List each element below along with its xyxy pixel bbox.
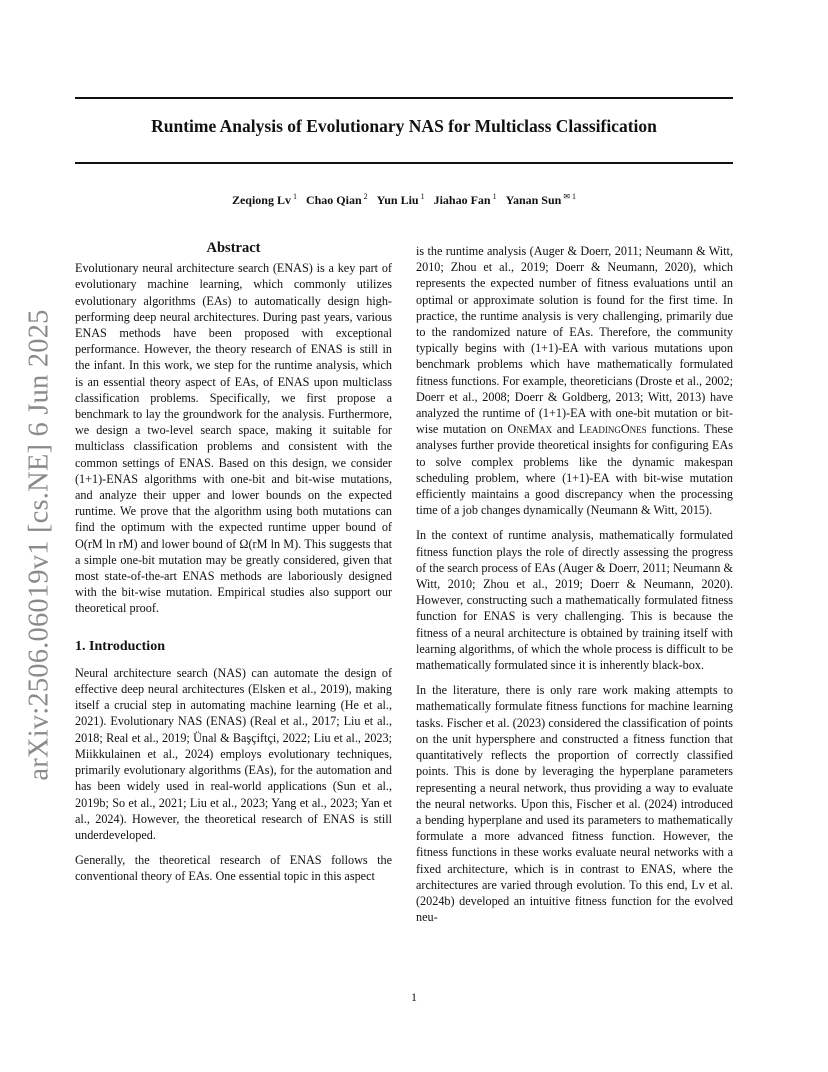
onemax-term: OneMax — [507, 422, 553, 437]
title-rule-bottom — [75, 162, 733, 164]
arxiv-identifier — [20, 310, 60, 780]
author: Jiahao Fan $^1$ — [433, 192, 497, 207]
arxiv-identifier-text: arXiv:2506.06019v1 [cs.NE] 6 Jun 2025 — [24, 309, 56, 781]
page-number: 1 — [411, 990, 417, 1004]
introduction-heading: 1. Introduction — [75, 638, 165, 654]
author-list — [75, 192, 733, 208]
left-column — [75, 240, 392, 894]
paper-title: Runtime Analysis of Evolutionary NAS for Multiclass Classification — [151, 116, 657, 136]
right-paragraph-2: In the context of runtime analysis, mathematically formulated fitness function plays the role of directly assessing the progress of the search process of EAs (Auger & Doerr, 2011; Neumann & Witt, 2010; Zhou et al., 2019; Doerr & Neumann, 2020). However, constructing such a mathematically formulated fitness function for ENAS is very challenging. This is because the fitness of a neural architecture is obtained by training itself with learning algorithms, of which the whole process is difficult to be mathematically formulated since it is inherently black-box. — [416, 528, 733, 673]
title-rule-top — [75, 97, 733, 99]
intro-paragraph-2: Generally, the theoretical research of ENAS follows the conventional theory of EAs. One essential topic in this aspect — [75, 853, 392, 884]
right-paragraph-1: is the runtime analysis (Auger & Doerr, 2011; Neumann & Witt, 2010; Zhou et al., 2019; Doerr & Neumann, 2020), which represents the expected number of fitness evaluations until an optimal or approximate solution is found for the first time. In practice, the runtime analysis is very challenging, primarily due to the randomized nature of EAs. Therefore, the community typically begins with (1+1)-EA with various mutations upon benchmark problems which have mathematically formulated fitness functions. For example, theoreticians (Droste et al., 2002; Doerr et al., 2008; Doerr & Goldberg, 2013; Witt, 2013) have analyzed the runtime of (1+1)-EA with one-bit mutation or bit-wise mutation on OneMax and LeadingOnes functions. These analyses further provide theoretical insights for configuring EAs to solve complex problems like the dynamic makespan scheduling problem, where (1+1)-EA with bit-wise mutation efficiently maintains a good discrepancy when the processing time of a job changes dynamically (Neumann & Witt, 2015). — [416, 244, 734, 518]
author: Chao Qian $^2$ — [305, 192, 368, 207]
abstract-text: Evolutionary neural architecture search (ENAS) is a key part of evolutionary machine learning, which commonly utilizes evolutionary algorithms (EAs) to automatically design high-performing deep neural architectures. During past years, various ENAS methods have been proposed with exceptional performance. However, the theory research of ENAS is still in the infant. In this work, we step for the runtime analysis, which is an essential theory aspect of EAs, of ENAS upon multiclass classification problems. Specifically, we first propose a benchmark to lay the groundwork for the analysis. Furthermore, we design a two-level search space, making it suitable for multiclass classification problems and consistent with the common settings of ENAS. Based on this design, we consider (1+1)-ENAS algorithms with one-bit and bit-wise mutations, and analyze their upper and lower bounds on the expected runtime. We prove that the algorithm using both mutations can find the optimum with the expected runtime upper bound of O(rM ln rM) and lower bound of Ω(rM ln M). This suggests that a simple one-bit mutation may be greatly considered, given that most state-of-the-art ENAS methods are laboriously designed with the bit-wise mutation. Empirical studies also support our theoretical proof. — [75, 261, 392, 616]
intro-paragraph-1: Neural architecture search (NAS) can automate the design of effective deep neural architectures (Elsken et al., 2019), making itself a crucial step in automating machine learning (He et al., 2021). Evolutionary NAS (ENAS) (Real et al., 2017; Liu et al., 2018; Real et al., 2019; Ünal & Başçiftçi, 2022; Liu et al., 2023; Miikkulainen et al., 2024) employs evolutionary techniques, primarily evolutionary algorithms (EAs), for the automation and has been widely used in real-world applications (Sun et al., 2019b; So et al., 2021; Liu et al., 2023; Yang et al., 2023; Yan et al., 2024). However, the theoretical research of ENAS is still underdeveloped. — [75, 665, 392, 842]
right-column — [416, 243, 733, 934]
author: Yanan Sun $^{✉ 1}$ — [505, 192, 577, 207]
author: Yun Liu $^1$ — [376, 192, 425, 207]
right-paragraph-3: In the literature, there is only rare work making attempts to mathematically formulate fitness functions for machine learning tasks. Fischer et al. (2023) considered the classification of points on the unit hypersphere and constructed a fitness function that quantitatively reflects the proportion of correctly classified points. This is done by leveraging the hyperplane parameters representing a neural network, thus providing a way to evaluate the neural networks. Upon this, Fischer et al. (2024) introduced a bending hyperplane and used its parameters to mathematically formulate a more advanced fitness function. However, the fitness functions in these works evaluate neural networks with a fixed architecture, which is in contrast to ENAS, where the architectures are varied through evolution. To this end, Lv et al. (2024b) developed an intuitive fitness function for the evolved neu- — [416, 683, 733, 925]
author: Zeqiong Lv $^1$ — [231, 192, 297, 207]
abstract-heading: Abstract — [206, 240, 261, 256]
leadingones-term: LeadingOnes — [578, 422, 647, 437]
